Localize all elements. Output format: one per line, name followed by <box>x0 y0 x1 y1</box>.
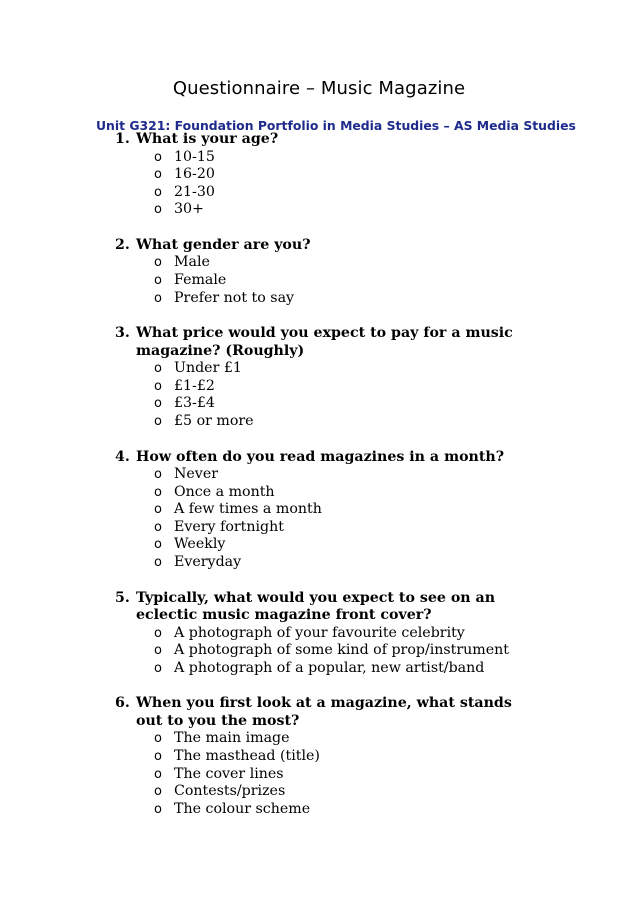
option-list <box>0 149 638 219</box>
question-heading <box>0 325 536 360</box>
option-text: Female <box>174 271 227 288</box>
question-heading <box>0 695 536 730</box>
question-text: What price would you expect to pay for a music magazine? (Roughly) <box>136 325 513 359</box>
question-heading <box>0 449 536 467</box>
option-text: Contests/prizes <box>174 783 286 800</box>
option-item <box>0 290 638 308</box>
question-heading <box>0 131 536 149</box>
circle-bullet-icon: o <box>154 537 162 553</box>
option-text: Everyday <box>174 554 242 570</box>
option-item <box>0 801 638 819</box>
circle-bullet-icon: o <box>154 202 162 218</box>
option-item <box>0 501 638 519</box>
circle-bullet-icon: o <box>154 396 162 412</box>
circle-bullet-icon: o <box>154 784 162 800</box>
question-number: 2. <box>115 236 130 253</box>
option-text: Never <box>174 466 219 483</box>
option-text: £5 or more <box>174 412 254 429</box>
option-item <box>0 466 638 484</box>
option-text: 16-20 <box>174 166 215 183</box>
circle-bullet-icon: o <box>154 272 162 288</box>
option-text: Male <box>174 254 210 271</box>
option-text: Weekly <box>174 536 226 553</box>
question-heading <box>0 237 536 255</box>
question-item <box>0 237 638 307</box>
question-item <box>0 449 638 572</box>
question-list <box>0 131 638 836</box>
circle-bullet-icon: o <box>154 255 162 271</box>
option-item <box>0 254 638 272</box>
option-text: A few times a month <box>174 501 322 518</box>
circle-bullet-icon: o <box>154 167 162 183</box>
option-list <box>0 360 638 430</box>
option-item <box>0 783 638 801</box>
option-item <box>0 166 638 184</box>
option-item <box>0 149 638 167</box>
option-list <box>0 254 638 307</box>
circle-bullet-icon: o <box>154 413 162 429</box>
option-text: The masthead (title) <box>174 747 320 764</box>
question-text: What gender are you? <box>136 236 311 253</box>
question-number: 3. <box>115 325 130 342</box>
option-item <box>0 378 638 396</box>
option-item <box>0 554 638 572</box>
question-heading <box>0 590 536 625</box>
option-item <box>0 484 638 502</box>
option-item <box>0 184 638 202</box>
option-item <box>0 201 638 219</box>
question-number: 5. <box>115 589 130 606</box>
option-list <box>0 625 638 678</box>
question-item <box>0 131 638 219</box>
circle-bullet-icon: o <box>154 290 162 306</box>
option-item <box>0 730 638 748</box>
question-item <box>0 325 638 430</box>
option-item <box>0 413 638 431</box>
option-text: Under £1 <box>174 360 242 377</box>
question-number: 1. <box>115 131 130 147</box>
option-item <box>0 536 638 554</box>
option-text: Once a month <box>174 483 275 500</box>
circle-bullet-icon: o <box>154 801 162 817</box>
option-text: 30+ <box>174 201 204 218</box>
option-text: 10-15 <box>174 148 215 165</box>
option-item <box>0 660 638 678</box>
question-number: 4. <box>115 448 130 465</box>
circle-bullet-icon: o <box>154 467 162 483</box>
option-text: The colour scheme <box>174 800 311 817</box>
option-list <box>0 730 638 818</box>
unit-subtitle: Unit G321: Foundation Portfolio in Media Studies – AS Media Studies <box>96 118 576 133</box>
option-text: A photograph of your favourite celebrity <box>174 624 465 641</box>
circle-bullet-icon: o <box>154 660 162 676</box>
option-item <box>0 272 638 290</box>
option-text: 21-30 <box>174 183 215 200</box>
circle-bullet-icon: o <box>154 766 162 782</box>
circle-bullet-icon: o <box>154 502 162 518</box>
option-text: The main image <box>174 730 290 747</box>
option-text: £3-£4 <box>174 395 215 412</box>
option-item <box>0 642 638 660</box>
circle-bullet-icon: o <box>154 555 162 570</box>
question-text: How often do you read magazines in a month? <box>136 448 505 465</box>
question-text: Typically, what would you expect to see on an eclectic music magazine front cover? <box>136 589 496 624</box>
option-text: A photograph of some kind of prop/instrument <box>174 642 509 659</box>
circle-bullet-icon: o <box>154 643 162 659</box>
option-text: A photograph of a popular, new artist/band <box>174 659 485 676</box>
circle-bullet-icon: o <box>154 361 162 377</box>
circle-bullet-icon: o <box>154 149 162 165</box>
circle-bullet-icon: o <box>154 731 162 747</box>
option-item <box>0 766 638 784</box>
circle-bullet-icon: o <box>154 625 162 641</box>
option-item <box>0 519 638 537</box>
circle-bullet-icon: o <box>154 748 162 764</box>
option-item <box>0 748 638 766</box>
circle-bullet-icon: o <box>154 484 162 500</box>
option-text: Every fortnight <box>174 518 284 535</box>
question-text: When you first look at a magazine, what stands out to you the most? <box>136 695 512 729</box>
option-item <box>0 360 638 378</box>
question-text: What is your age? <box>136 131 279 147</box>
option-text: £1-£2 <box>174 377 215 394</box>
circle-bullet-icon: o <box>154 378 162 394</box>
option-text: Prefer not to say <box>174 289 295 306</box>
circle-bullet-icon: o <box>154 519 162 535</box>
option-item <box>0 625 638 643</box>
option-list <box>0 466 638 572</box>
question-number: 6. <box>115 695 130 712</box>
option-item <box>0 395 638 413</box>
page-title: Questionnaire – Music Magazine <box>172 78 466 99</box>
circle-bullet-icon: o <box>154 184 162 200</box>
question-item <box>0 695 638 818</box>
option-text: The cover lines <box>174 765 284 782</box>
question-item <box>0 590 638 678</box>
